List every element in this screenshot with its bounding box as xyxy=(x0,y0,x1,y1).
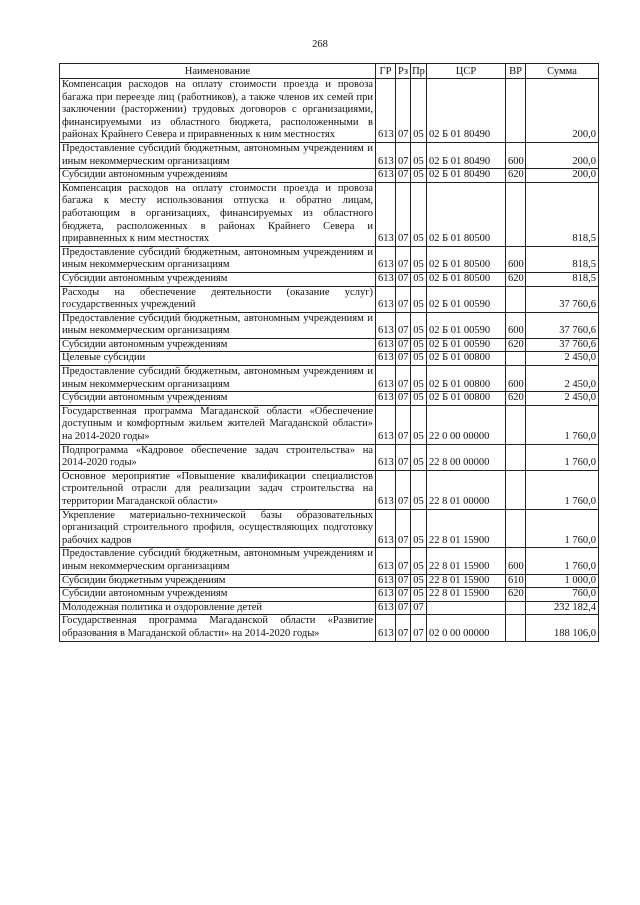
cell-pr: 05 xyxy=(411,142,427,168)
cell-name: Предоставление субсидий бюджетным, автономным учреждениям и иным некоммерческим организациям xyxy=(60,312,376,338)
cell-sum: 37 760,6 xyxy=(526,286,599,312)
cell-name: Основное мероприятие «Повышение квалификации специалистов строительной отрасли для реализации задач строительства на территории Магаданской области» xyxy=(60,470,376,509)
cell-csr: 02 Б 01 80490 xyxy=(427,169,506,183)
cell-vr xyxy=(506,182,526,246)
cell-pr: 05 xyxy=(411,79,427,143)
cell-vr: 610 xyxy=(506,574,526,588)
cell-sum: 2 450,0 xyxy=(526,366,599,392)
cell-name: Предоставление субсидий бюджетным, автономным учреждениям и иным некоммерческим организациям xyxy=(60,366,376,392)
cell-rz: 07 xyxy=(396,405,411,444)
cell-vr: 600 xyxy=(506,142,526,168)
cell-rz: 07 xyxy=(396,509,411,548)
cell-gr: 613 xyxy=(376,246,396,272)
cell-csr: 22 8 01 15900 xyxy=(427,548,506,574)
cell-name: Субсидии автономным учреждениям xyxy=(60,272,376,286)
cell-pr: 05 xyxy=(411,352,427,366)
table-row xyxy=(60,286,599,312)
cell-gr: 613 xyxy=(376,588,396,602)
table-row xyxy=(60,574,599,588)
cell-sum: 1 000,0 xyxy=(526,574,599,588)
cell-csr: 02 Б 01 00590 xyxy=(427,286,506,312)
cell-vr: 620 xyxy=(506,588,526,602)
cell-csr: 22 8 01 00000 xyxy=(427,470,506,509)
cell-sum: 818,5 xyxy=(526,246,599,272)
header-pr: Пр xyxy=(411,64,427,79)
cell-gr: 613 xyxy=(376,142,396,168)
table-row xyxy=(60,246,599,272)
cell-rz: 07 xyxy=(396,312,411,338)
cell-sum: 188 106,0 xyxy=(526,615,599,641)
cell-rz: 07 xyxy=(396,272,411,286)
cell-gr: 613 xyxy=(376,548,396,574)
table-row xyxy=(60,470,599,509)
cell-name: Укрепление материально-технической базы образовательных организаций строительного профиля, осуществляющих подготовку рабочих кадров xyxy=(60,509,376,548)
cell-sum: 2 450,0 xyxy=(526,352,599,366)
cell-gr: 613 xyxy=(376,182,396,246)
cell-pr: 05 xyxy=(411,246,427,272)
page-number: 268 xyxy=(312,39,328,50)
cell-csr: 02 Б 01 80500 xyxy=(427,272,506,286)
table-row xyxy=(60,169,599,183)
header-rz: Рз xyxy=(396,64,411,79)
cell-name: Субсидии автономным учреждениям xyxy=(60,392,376,406)
cell-gr: 613 xyxy=(376,509,396,548)
cell-gr: 613 xyxy=(376,574,396,588)
cell-name: Молодежная политика и оздоровление детей xyxy=(60,601,376,615)
cell-pr: 05 xyxy=(411,509,427,548)
cell-rz: 07 xyxy=(396,182,411,246)
header-gr: ГР xyxy=(376,64,396,79)
cell-sum: 200,0 xyxy=(526,169,599,183)
table-row xyxy=(60,366,599,392)
cell-name: Компенсация расходов на оплату стоимости проезда и провоза багажа при переезде лиц (работников), а также членов их семей при заключении (расторжении) трудовых договоров с организациями, финансируемыми из областного бюджета, расположенными в районах Крайнего Севера и приравненных к ним местностях xyxy=(60,79,376,143)
cell-csr: 02 Б 01 00800 xyxy=(427,352,506,366)
cell-name: Субсидии бюджетным учреждениям xyxy=(60,574,376,588)
cell-name: Компенсация расходов на оплату стоимости проезда и провоза багажа к месту использования отпуска и обратно лицам, работающим в организациях, финансируемых из областного бюджета, расположенных в районах Крайнего Севера и приравненных к ним местностях xyxy=(60,182,376,246)
table-row xyxy=(60,444,599,470)
cell-csr: 02 Б 01 80500 xyxy=(427,246,506,272)
table-row xyxy=(60,338,599,352)
cell-rz: 07 xyxy=(396,601,411,615)
cell-pr: 05 xyxy=(411,286,427,312)
cell-sum: 232 182,4 xyxy=(526,601,599,615)
table-row xyxy=(60,392,599,406)
cell-gr: 613 xyxy=(376,405,396,444)
cell-vr xyxy=(506,352,526,366)
cell-name: Субсидии автономным учреждениям xyxy=(60,588,376,602)
table-row xyxy=(60,312,599,338)
cell-vr: 620 xyxy=(506,169,526,183)
table-row xyxy=(60,588,599,602)
table-row xyxy=(60,601,599,615)
cell-name: Предоставление субсидий бюджетным, автономным учреждениям и иным некоммерческим организациям xyxy=(60,246,376,272)
cell-sum: 1 760,0 xyxy=(526,405,599,444)
cell-pr: 05 xyxy=(411,312,427,338)
cell-pr: 05 xyxy=(411,405,427,444)
cell-gr: 613 xyxy=(376,392,396,406)
cell-rz: 07 xyxy=(396,338,411,352)
cell-pr: 05 xyxy=(411,272,427,286)
cell-csr: 22 0 00 00000 xyxy=(427,405,506,444)
cell-pr: 07 xyxy=(411,601,427,615)
cell-sum: 818,5 xyxy=(526,272,599,286)
cell-vr: 620 xyxy=(506,338,526,352)
cell-sum: 1 760,0 xyxy=(526,444,599,470)
table-row xyxy=(60,509,599,548)
cell-rz: 07 xyxy=(396,142,411,168)
cell-vr: 600 xyxy=(506,366,526,392)
cell-name: Расходы на обеспечение деятельности (оказание услуг) государственных учреждений xyxy=(60,286,376,312)
cell-pr: 05 xyxy=(411,470,427,509)
cell-csr: 02 Б 01 00800 xyxy=(427,392,506,406)
table-body xyxy=(60,79,599,642)
cell-pr: 05 xyxy=(411,574,427,588)
cell-rz: 07 xyxy=(396,444,411,470)
cell-sum: 200,0 xyxy=(526,142,599,168)
cell-sum: 818,5 xyxy=(526,182,599,246)
cell-rz: 07 xyxy=(396,615,411,641)
cell-name: Государственная программа Магаданской области «Развитие образования в Магаданской области» на 2014-2020 годы» xyxy=(60,615,376,641)
cell-pr: 05 xyxy=(411,588,427,602)
cell-gr: 613 xyxy=(376,312,396,338)
cell-name: Целевые субсидии xyxy=(60,352,376,366)
cell-rz: 07 xyxy=(396,246,411,272)
cell-pr: 07 xyxy=(411,615,427,641)
table-row xyxy=(60,352,599,366)
header-sum: Сумма xyxy=(526,64,599,79)
cell-name: Субсидии автономным учреждениям xyxy=(60,169,376,183)
cell-csr: 02 Б 01 00800 xyxy=(427,366,506,392)
cell-csr: 22 8 01 15900 xyxy=(427,588,506,602)
cell-sum: 1 760,0 xyxy=(526,548,599,574)
cell-csr xyxy=(427,601,506,615)
cell-gr: 613 xyxy=(376,366,396,392)
table-header-row xyxy=(60,64,599,79)
cell-csr: 22 8 01 15900 xyxy=(427,574,506,588)
table-row xyxy=(60,272,599,286)
header-name: Наименование xyxy=(60,64,376,79)
cell-vr xyxy=(506,444,526,470)
cell-rz: 07 xyxy=(396,286,411,312)
cell-gr: 613 xyxy=(376,615,396,641)
cell-gr: 613 xyxy=(376,286,396,312)
table-row xyxy=(60,405,599,444)
cell-rz: 07 xyxy=(396,548,411,574)
cell-gr: 613 xyxy=(376,79,396,143)
cell-gr: 613 xyxy=(376,444,396,470)
cell-name: Предоставление субсидий бюджетным, автономным учреждениям и иным некоммерческим организациям xyxy=(60,548,376,574)
cell-csr: 02 0 00 00000 xyxy=(427,615,506,641)
cell-rz: 07 xyxy=(396,470,411,509)
cell-pr: 05 xyxy=(411,182,427,246)
cell-rz: 07 xyxy=(396,169,411,183)
cell-sum: 200,0 xyxy=(526,79,599,143)
cell-csr: 02 Б 01 80490 xyxy=(427,142,506,168)
cell-name: Предоставление субсидий бюджетным, автономным учреждениям и иным некоммерческим организациям xyxy=(60,142,376,168)
cell-vr xyxy=(506,405,526,444)
cell-vr: 600 xyxy=(506,246,526,272)
cell-pr: 05 xyxy=(411,548,427,574)
table-row xyxy=(60,79,599,143)
cell-rz: 07 xyxy=(396,392,411,406)
cell-sum: 760,0 xyxy=(526,588,599,602)
cell-rz: 07 xyxy=(396,574,411,588)
cell-rz: 07 xyxy=(396,366,411,392)
cell-sum: 37 760,6 xyxy=(526,338,599,352)
budget-table xyxy=(59,63,599,642)
header-csr: ЦСР xyxy=(427,64,506,79)
table-row xyxy=(60,142,599,168)
cell-csr: 22 8 01 15900 xyxy=(427,509,506,548)
table-row xyxy=(60,615,599,641)
cell-vr: 620 xyxy=(506,392,526,406)
cell-rz: 07 xyxy=(396,352,411,366)
cell-csr: 02 Б 01 80500 xyxy=(427,182,506,246)
cell-sum: 37 760,6 xyxy=(526,312,599,338)
cell-rz: 07 xyxy=(396,79,411,143)
cell-csr: 02 Б 01 80490 xyxy=(427,79,506,143)
cell-gr: 613 xyxy=(376,338,396,352)
cell-vr: 620 xyxy=(506,272,526,286)
cell-vr xyxy=(506,601,526,615)
cell-name: Подпрограмма «Кадровое обеспечение задач строительства» на 2014-2020 годы» xyxy=(60,444,376,470)
cell-pr: 05 xyxy=(411,444,427,470)
cell-csr: 02 Б 01 00590 xyxy=(427,338,506,352)
cell-vr xyxy=(506,615,526,641)
header-vr: ВР xyxy=(506,64,526,79)
cell-pr: 05 xyxy=(411,338,427,352)
cell-gr: 613 xyxy=(376,272,396,286)
cell-pr: 05 xyxy=(411,366,427,392)
cell-gr: 613 xyxy=(376,169,396,183)
table-row xyxy=(60,548,599,574)
cell-vr: 600 xyxy=(506,312,526,338)
cell-vr xyxy=(506,470,526,509)
cell-vr xyxy=(506,79,526,143)
cell-sum: 2 450,0 xyxy=(526,392,599,406)
cell-pr: 05 xyxy=(411,169,427,183)
table-row xyxy=(60,182,599,246)
cell-gr: 613 xyxy=(376,601,396,615)
cell-pr: 05 xyxy=(411,392,427,406)
cell-sum: 1 760,0 xyxy=(526,509,599,548)
cell-gr: 613 xyxy=(376,470,396,509)
cell-gr: 613 xyxy=(376,352,396,366)
cell-vr xyxy=(506,286,526,312)
cell-sum: 1 760,0 xyxy=(526,470,599,509)
cell-csr: 22 8 00 00000 xyxy=(427,444,506,470)
cell-name: Субсидии автономным учреждениям xyxy=(60,338,376,352)
cell-vr xyxy=(506,509,526,548)
cell-name: Государственная программа Магаданской области «Обеспечение доступным и комфортным жильем жителей Магаданской области» на 2014-2020 годы» xyxy=(60,405,376,444)
cell-vr: 600 xyxy=(506,548,526,574)
cell-csr: 02 Б 01 00590 xyxy=(427,312,506,338)
cell-rz: 07 xyxy=(396,588,411,602)
